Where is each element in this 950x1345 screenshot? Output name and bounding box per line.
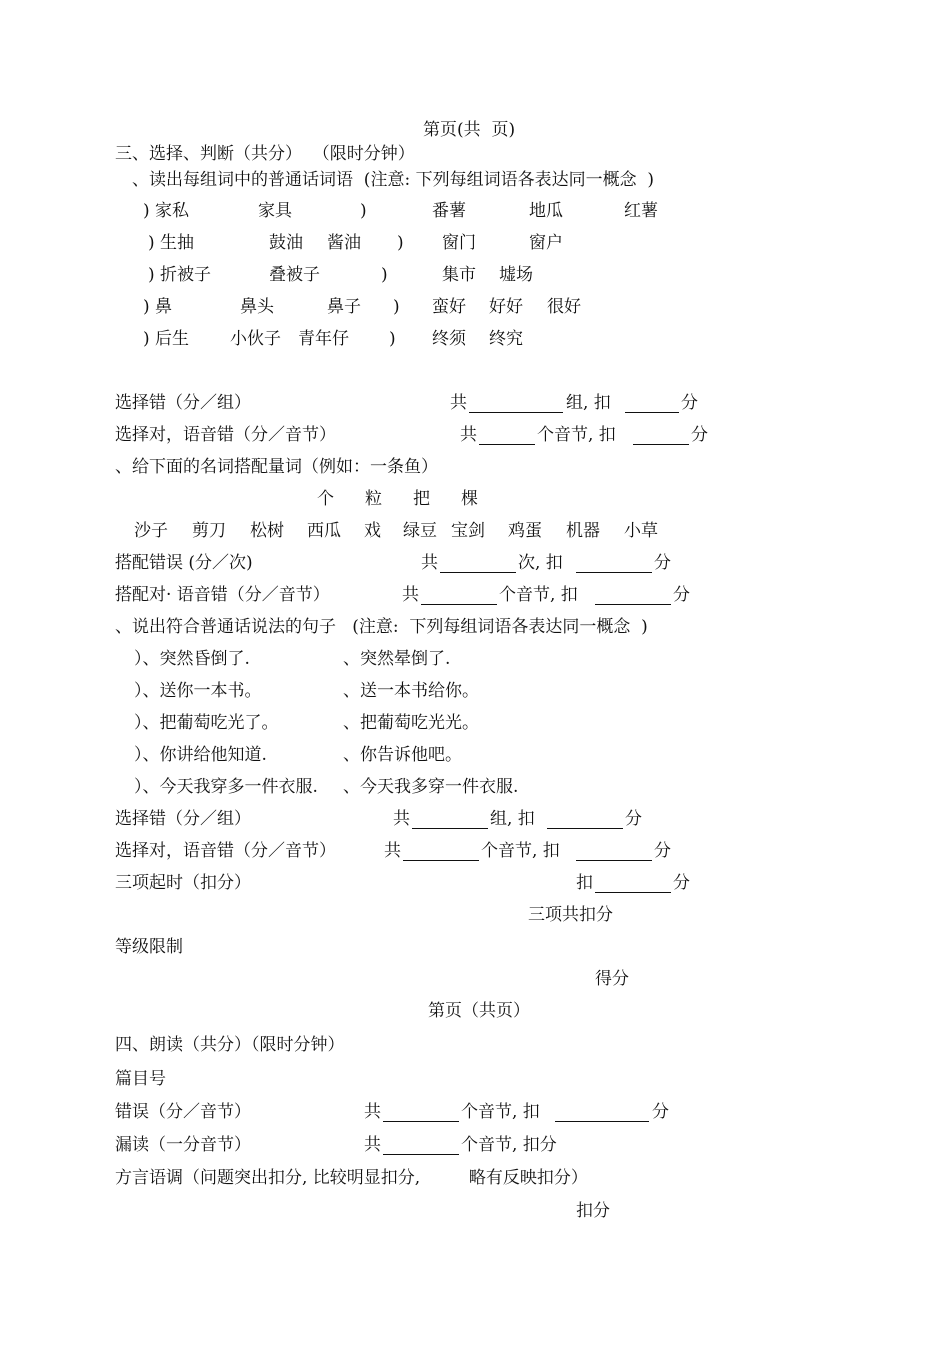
word: ) 生抽 — [148, 233, 195, 253]
noun: 小草 — [624, 521, 658, 541]
sentence-option-b: 、送一本书给你。 — [343, 681, 479, 701]
word: 墟场 — [499, 265, 533, 285]
blank-field[interactable] — [625, 396, 679, 413]
word: ) — [381, 265, 388, 285]
sentence-option-a: ）、你讲给他知道. — [134, 745, 267, 765]
word: 鼻头 — [240, 297, 274, 317]
blank-field[interactable] — [421, 588, 497, 605]
piece-number: 篇目号 — [115, 1069, 166, 1089]
word: 叠被子 — [269, 265, 320, 285]
word: 地瓜 — [529, 201, 563, 221]
blank-field[interactable] — [412, 812, 488, 829]
classifier: 个 — [317, 489, 334, 509]
sentence-option-b: 、突然晕倒了. — [343, 649, 451, 669]
total-deduction: 三项共扣分 — [528, 905, 613, 925]
classifier: 棵 — [461, 489, 478, 509]
word: ) 后生 — [143, 329, 190, 349]
word: 酱油 — [327, 233, 361, 253]
blank-field[interactable] — [576, 844, 652, 861]
blank-field[interactable] — [555, 1105, 649, 1122]
noun: 沙子 — [134, 521, 168, 541]
blank-field[interactable] — [595, 876, 671, 893]
sentence-option-b: 、你告诉他吧。 — [343, 745, 462, 765]
noun: 剪刀 — [192, 521, 226, 541]
blank-field[interactable] — [595, 588, 671, 605]
blank-field[interactable] — [479, 428, 535, 445]
word: ) 家私 — [143, 201, 190, 221]
word: 青年仔 — [298, 329, 349, 349]
noun: 宝剑 — [451, 521, 485, 541]
sentence-option-a: ）、把葡萄吃光了。 — [134, 713, 279, 733]
noun: 松树 — [250, 521, 284, 541]
sentence-option-b: 、今天我多穿一件衣服. — [343, 777, 519, 797]
sentence-option-a: ）、送你一本书。 — [134, 681, 262, 701]
word: 番薯 — [432, 201, 466, 221]
dialect-tone-line: 方言语调（问题突出扣分, 比较明显扣分, 略有反映扣分） — [115, 1168, 588, 1188]
word: 终究 — [489, 329, 523, 349]
section-title: 三、选择、判断（共分） （限时分钟） — [115, 144, 415, 164]
grade-limit: 等级限制 — [115, 937, 183, 957]
word: 集市 — [442, 265, 476, 285]
sentence-option-a: ）、今天我穿多一件衣服. — [134, 777, 318, 797]
word: ) 鼻 — [143, 297, 173, 317]
classifier: 粒 — [365, 489, 382, 509]
blank-field[interactable] — [383, 1138, 459, 1155]
blank-field[interactable] — [633, 428, 689, 445]
noun: 绿豆 — [403, 521, 437, 541]
word: 小伙子 — [230, 329, 281, 349]
word: 好好 — [489, 297, 523, 317]
classifier: 把 — [413, 489, 430, 509]
sentence-option-a: ）、突然昏倒了. — [134, 649, 250, 669]
word: ) — [397, 233, 404, 253]
question-2: 、给下面的名词搭配量词（例如：一条鱼） — [115, 457, 438, 477]
word: 家具 — [258, 201, 292, 221]
word: 窗门 — [442, 233, 476, 253]
question-3: 、说出符合普通话说法的句子 (注意: 下列每组词语各表达同一概念 ) — [115, 617, 648, 637]
word: ) — [389, 329, 396, 349]
section-title: 四、朗读（共分）（限时分钟） — [115, 1035, 345, 1055]
word: 鼻子 — [327, 297, 361, 317]
blank-field[interactable] — [547, 812, 623, 829]
sentence-option-b: 、把葡萄吃光光。 — [343, 713, 479, 733]
word: 窗户 — [529, 233, 563, 253]
word: 终须 — [432, 329, 466, 349]
deduction-label: 扣分 — [576, 1201, 610, 1221]
page-header: 第页(共 页) — [423, 120, 516, 140]
noun: 机器 — [566, 521, 600, 541]
word: 很好 — [547, 297, 581, 317]
word: ) 折被子 — [148, 265, 212, 285]
noun: 戏 — [364, 521, 381, 541]
word: 红薯 — [624, 201, 658, 221]
noun: 西瓜 — [307, 521, 341, 541]
blank-field[interactable] — [403, 844, 479, 861]
word: 鼓油 — [269, 233, 303, 253]
word: ) — [393, 297, 400, 317]
blank-field[interactable] — [576, 556, 652, 573]
blank-field[interactable] — [383, 1105, 459, 1122]
noun: 鸡蛋 — [508, 521, 542, 541]
blank-field[interactable] — [469, 396, 563, 413]
page-header: 第页（共页） — [428, 1001, 530, 1021]
score-label: 得分 — [595, 969, 629, 989]
word: 蛮好 — [432, 297, 466, 317]
question-1: 、读出每组词中的普通话词语 (注意: 下列每组词语各表达同一概念 ) — [132, 170, 655, 190]
blank-field[interactable] — [440, 556, 516, 573]
word: ) — [360, 201, 367, 221]
